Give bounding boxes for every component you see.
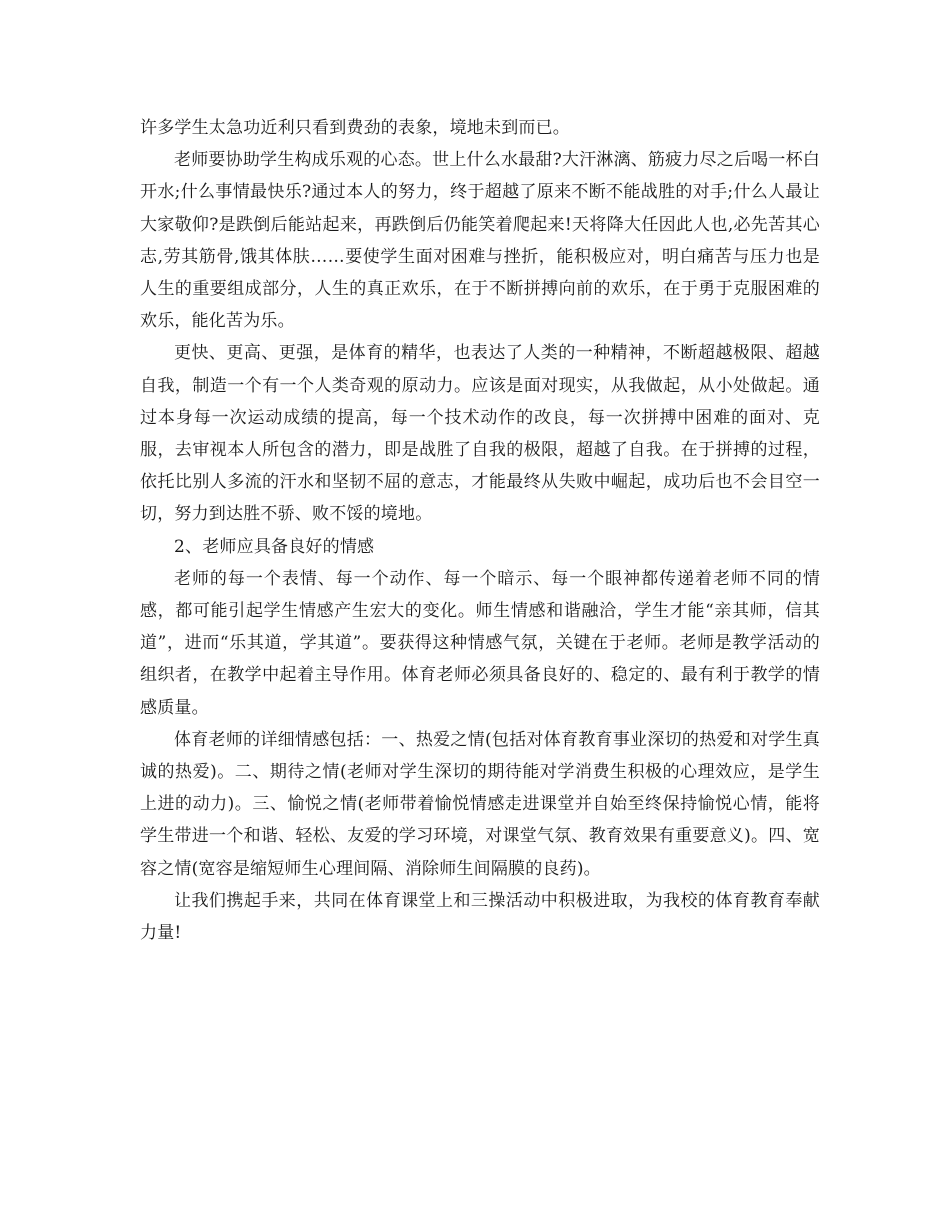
paragraph-optimism: 老师要协助学生构成乐观的心态。世上什么水最甜?大汗淋漓、筋疲力尽之后喝一杯白开水;什么事情最快乐?通过本人的努力，终于超越了原来不断不能战胜的对手;什么人最让大家敬仰?是跌倒后能站起来，再跌倒后仍能笑着爬起来!天将降大任因此人也,必先苦其心志,劳其筋骨,饿其体肤……要使学生面对困难与挫折，能积极应对，明白痛苦与压力也是人生的重要组成部分，人生的真正欢乐，在于不断拼搏向前的欢乐，在于勇于克服困难的欢乐，能化苦为乐。 [140,150,820,332]
paragraph-teacher-emotion: 老师的每一个表情、每一个动作、每一个暗示、每一个眼神都传递着老师不同的情感，都可能引起学生情感产生宏大的变化。师生情感和谐融洽，学生才能“亲其师，信其道”，进而“乐其道，学其道”。要获得这种情感气氛，关键在于老师。老师是教学活动的组织者，在教学中起着主导作用。体育老师必须具备良好的、稳定的、最有利于教学的情感质量。 [140,568,820,718]
paragraph-continuation: 许多学生太急功近利只看到费劲的表象，境地未到而已。 [140,118,570,138]
paragraph-closing: 让我们携起手来，共同在体育课堂上和三操活动中积极进取，为我校的体育教育奉献力量! [140,890,820,944]
section-heading-emotion: 2、老师应具备良好的情感 [174,536,375,557]
document-page [140,112,820,949]
paragraph-olympic-spirit: 更快、更高、更强，是体育的精华，也表达了人类的一种精神，不断超越极限、超越自我，制造一个有一个人类奇观的原动力。应该是面对现实，从我做起，从小处做起。通过本身每一次运动成绩的提高，每一个技术动作的改良，每一次拼搏中困难的面对、克服，去审视本人所包含的潜力，即是战胜了自我的极限，超越了自我。在于拼搏的过程，依托比别人多流的汗水和坚韧不屈的意志，才能最终从失败中崛起，成功后也不会目空一切，努力到达胜不骄、败不馁的境地。 [140,343,820,525]
paragraph-emotion-types: 体育老师的详细情感包括：一、热爱之情(包括对体育教育事业深切的热爱和对学生真诚的热爱)。二、期待之情(老师对学生深切的期待能对学消费生积极的心理效应，是学生上进的动力)。三、愉悦之情(老师带着愉悦情感走进课堂并自始至终保持愉悦心情，能将学生带进一个和谐、轻松、友爱的学习环境，对课堂气氛、教育效果有重要意义)。四、宽容之情(宽容是缩短师生心理间隔、消除师生间隔膜的良药)。 [140,729,820,879]
